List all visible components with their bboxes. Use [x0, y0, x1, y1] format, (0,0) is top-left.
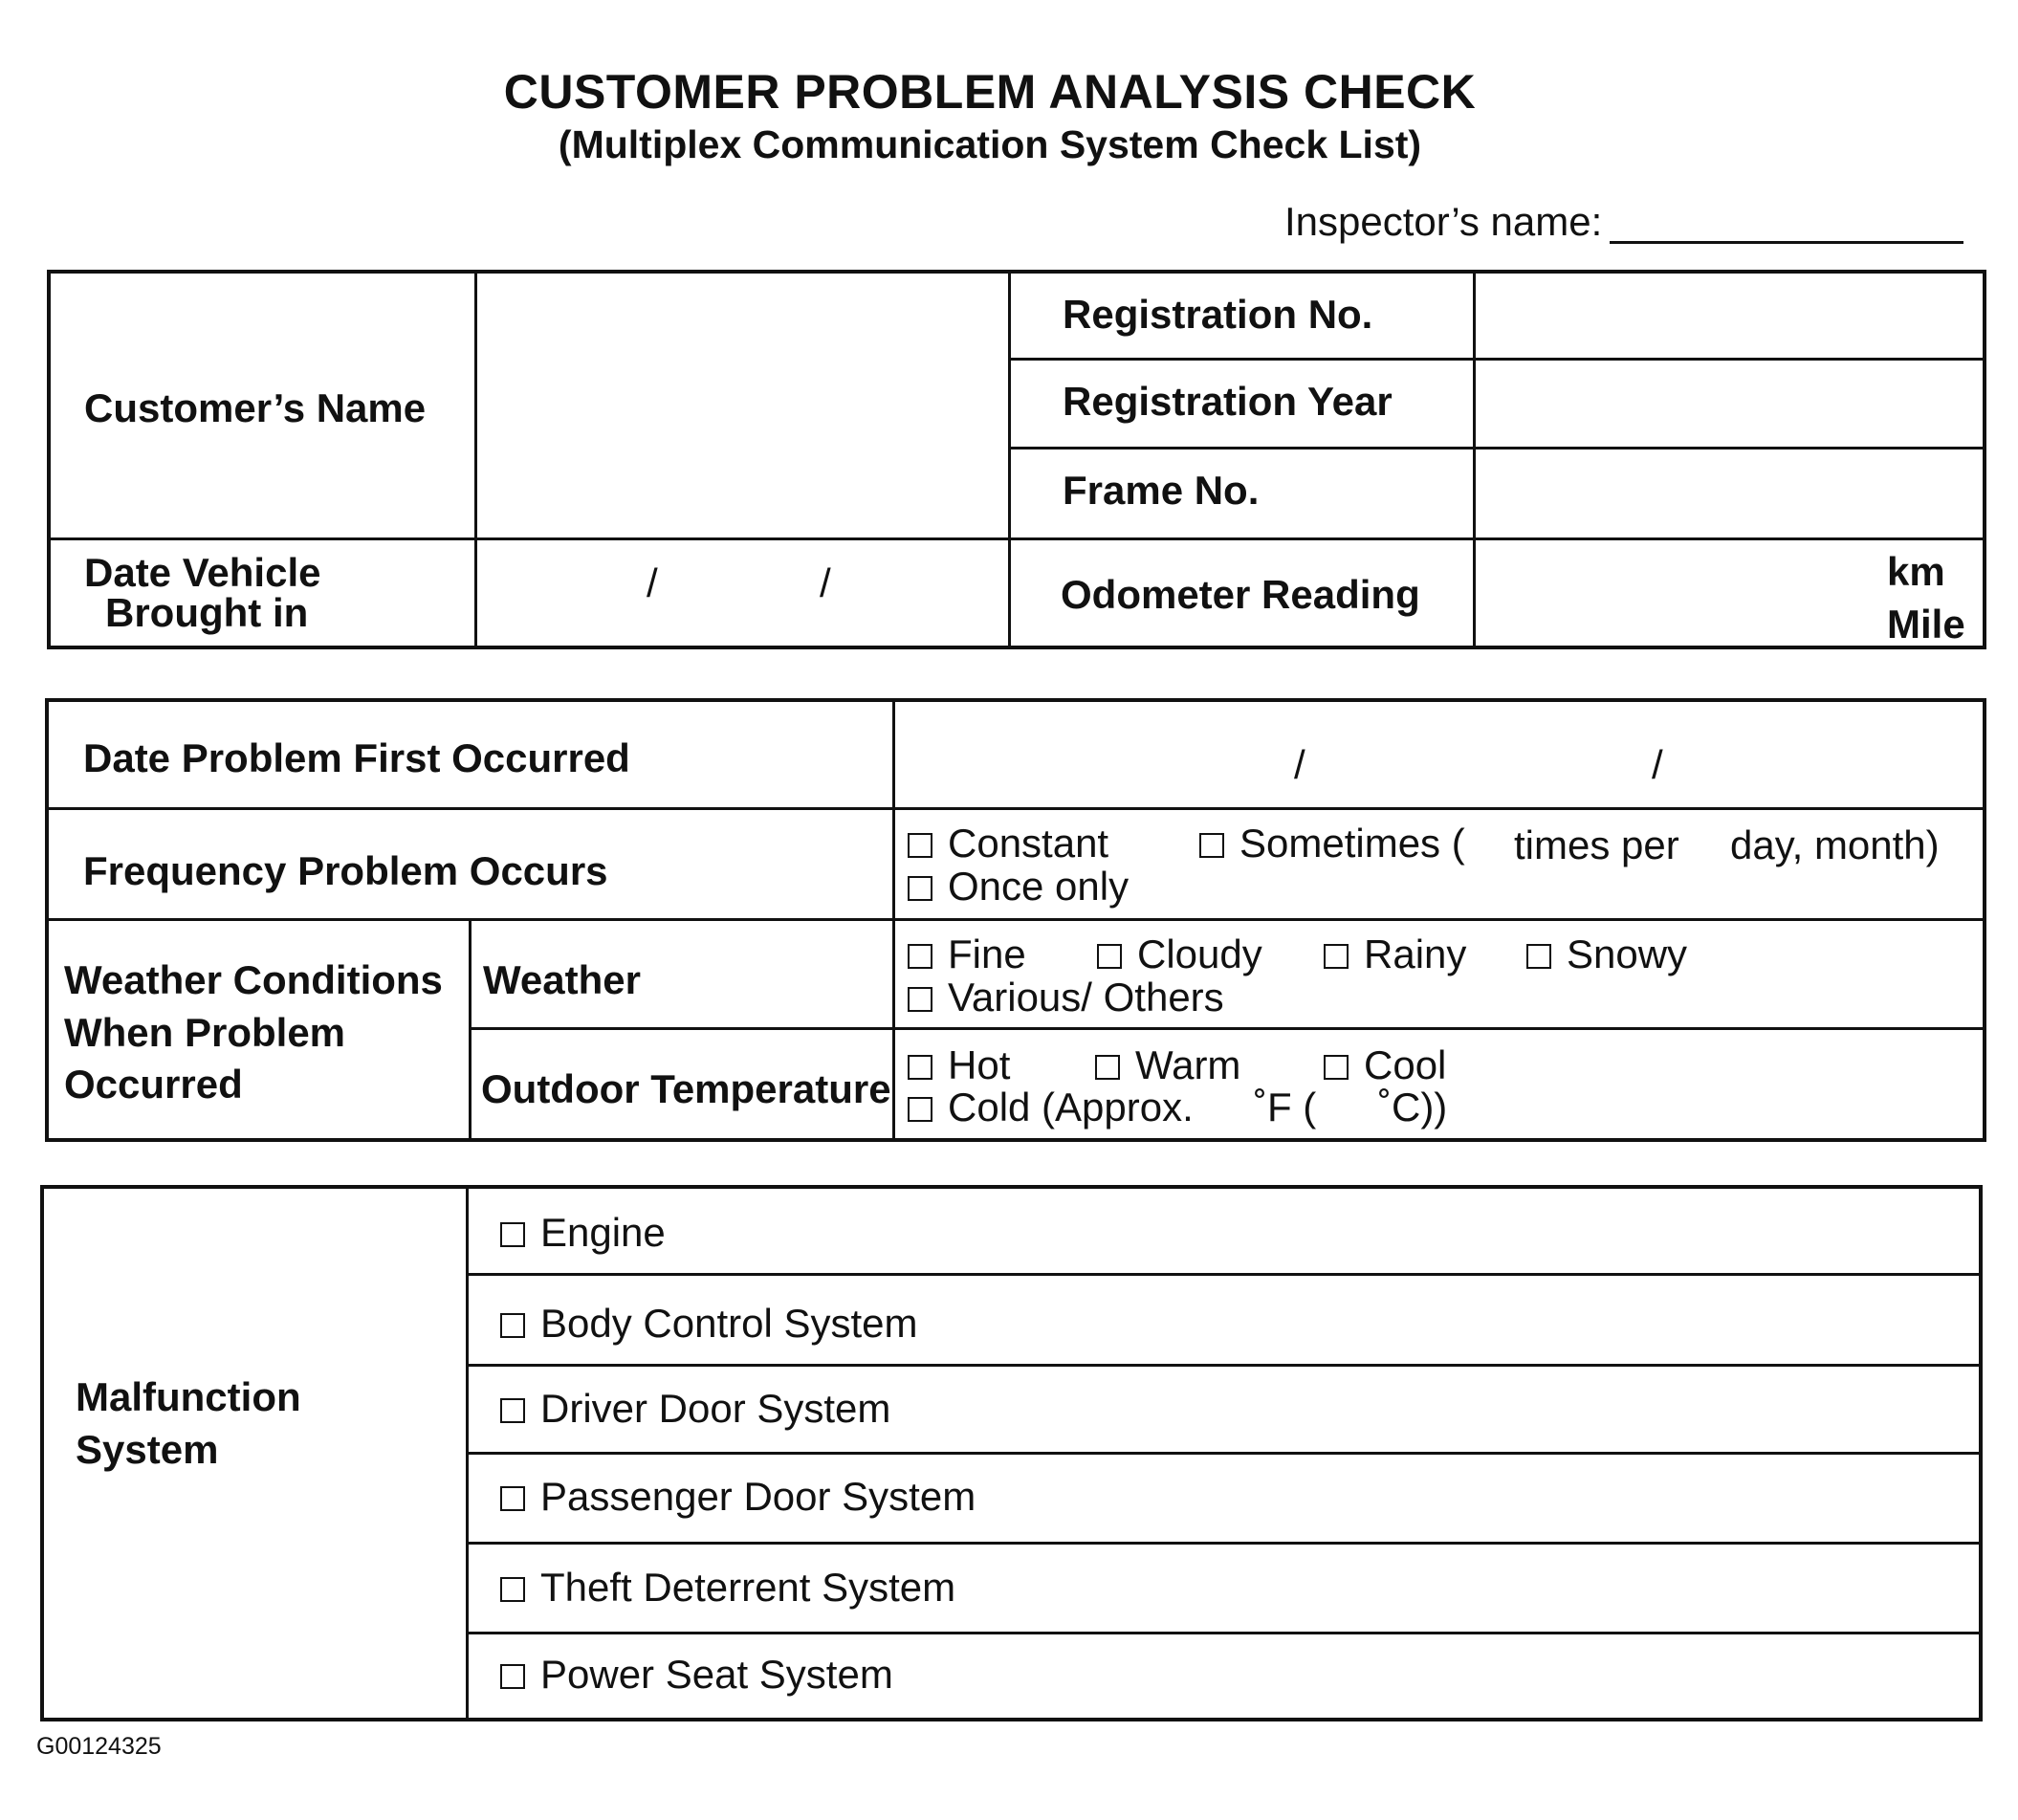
option-label: Power Seat System — [540, 1652, 893, 1697]
option-label: Cool — [1364, 1042, 1447, 1087]
malfunction-system-table — [40, 1185, 1983, 1721]
option-label: Fine — [948, 932, 1026, 976]
inspector-name-label: Inspector’s name: — [1284, 199, 1603, 244]
odometer-reading-label: Odometer Reading — [1061, 572, 1420, 617]
checkbox[interactable] — [1526, 944, 1551, 969]
frame-no-label: Frame No. — [1063, 468, 1260, 513]
option-label: Body Control System — [540, 1301, 918, 1346]
checkbox[interactable] — [1097, 944, 1122, 969]
system-engine-option[interactable] — [500, 1210, 666, 1255]
odometer-unit-mile: Mile — [1887, 602, 1965, 647]
option-label: Once only — [948, 864, 1130, 909]
divider — [49, 807, 1983, 810]
option-label: Various/ Others — [948, 975, 1224, 1020]
option-label: Cloudy — [1137, 932, 1262, 976]
divider — [49, 918, 1983, 921]
weather-cloudy-option[interactable] — [1097, 932, 1262, 976]
divider — [466, 1273, 1979, 1276]
date-first-occurred-field[interactable] — [895, 702, 1983, 807]
figure-code: G00124325 — [36, 1733, 162, 1760]
checkbox[interactable] — [908, 833, 932, 858]
frequency-label: Frequency Problem Occurs — [83, 848, 608, 893]
weather-various-others-option[interactable] — [908, 975, 1224, 1020]
frame-no-field[interactable] — [1476, 450, 1983, 537]
checkbox[interactable] — [1199, 833, 1224, 858]
date-separator: / — [820, 560, 831, 605]
temp-warm-option[interactable] — [1095, 1042, 1240, 1087]
divider — [466, 1632, 1979, 1634]
option-label: Cold (Approx. — [948, 1085, 1194, 1129]
frequency-once-only-option[interactable] — [908, 864, 1129, 909]
checkbox[interactable] — [500, 1577, 525, 1602]
divider — [469, 1027, 1983, 1030]
degree-f-label: ˚F ( — [1254, 1085, 1317, 1129]
degree-c-label: ˚C)) — [1378, 1085, 1448, 1129]
registration-no-label: Registration No. — [1063, 292, 1373, 337]
malfunction-system-label-line1: Malfunction — [76, 1374, 301, 1419]
form-subtitle: (Multiplex Communication System Check List) — [558, 122, 1422, 166]
temp-hot-option[interactable] — [908, 1042, 1010, 1087]
temp-cool-option[interactable] — [1324, 1042, 1446, 1087]
checkbox[interactable] — [1095, 1055, 1120, 1080]
system-passenger-door-option[interactable] — [500, 1474, 976, 1519]
temp-cold-option[interactable] — [908, 1085, 1194, 1129]
divider — [1008, 274, 1011, 647]
odometer-unit-km: km — [1887, 549, 1945, 594]
option-label: Hot — [948, 1042, 1011, 1087]
weather-conditions-label-line2: When Problem — [64, 1009, 346, 1055]
option-label: Engine — [540, 1210, 666, 1255]
weather-conditions-label — [64, 954, 443, 1111]
checkbox[interactable] — [1324, 1055, 1349, 1080]
vehicle-info-table — [47, 270, 1986, 649]
option-label: Passenger Door System — [540, 1474, 976, 1519]
weather-snowy-option[interactable] — [1526, 932, 1687, 976]
form-title: CUSTOMER PROBLEM ANALYSIS CHECK — [503, 65, 1477, 119]
checkbox[interactable] — [908, 987, 932, 1012]
date-brought-in-field[interactable] — [477, 540, 1008, 647]
outdoor-temperature-label: Outdoor Temperature — [481, 1066, 891, 1111]
weather-rainy-option[interactable] — [1324, 932, 1466, 976]
date-first-occurred-label: Date Problem First Occurred — [83, 735, 630, 780]
checkbox[interactable] — [500, 1486, 525, 1511]
checkbox[interactable] — [908, 1097, 932, 1122]
checkbox[interactable] — [500, 1222, 525, 1247]
date-separator: / — [1294, 742, 1305, 787]
checkbox[interactable] — [500, 1664, 525, 1689]
frequency-constant-option[interactable] — [908, 821, 1108, 866]
frequency-sometimes-option[interactable] — [1199, 821, 1465, 866]
checkbox[interactable] — [500, 1313, 525, 1338]
checkbox[interactable] — [500, 1398, 525, 1423]
times-per-label: times per — [1514, 822, 1679, 867]
customer-name-field[interactable] — [477, 274, 1008, 537]
option-label: Driver Door System — [540, 1386, 891, 1431]
checkbox[interactable] — [908, 944, 932, 969]
date-brought-in-label-line2: Brought in — [105, 590, 309, 635]
date-separator: / — [1652, 742, 1663, 787]
option-label: Rainy — [1364, 932, 1467, 976]
malfunction-system-label-line2: System — [76, 1426, 219, 1472]
problem-conditions-table — [45, 698, 1986, 1142]
registration-no-field[interactable] — [1476, 274, 1983, 358]
registration-year-label: Registration Year — [1063, 379, 1393, 424]
weather-conditions-label-line3: Occurred — [64, 1062, 243, 1107]
system-power-seat-option[interactable] — [500, 1652, 893, 1697]
system-driver-door-option[interactable] — [500, 1386, 890, 1431]
checkbox[interactable] — [908, 1055, 932, 1080]
weather-label: Weather — [483, 957, 641, 1002]
registration-year-field[interactable] — [1476, 361, 1983, 447]
option-label: Constant — [948, 821, 1109, 866]
date-separator: / — [647, 560, 658, 605]
malfunction-system-label — [76, 1371, 301, 1476]
checkbox[interactable] — [1324, 944, 1349, 969]
option-label: Snowy — [1567, 932, 1688, 976]
checkbox[interactable] — [908, 876, 932, 901]
option-label: Theft Deterrent System — [540, 1565, 956, 1610]
weather-conditions-label-line1: Weather Conditions — [64, 957, 443, 1002]
date-brought-in-label-line1: Date Vehicle — [84, 550, 321, 595]
system-theft-deterrent-option[interactable] — [500, 1565, 955, 1610]
divider — [466, 1364, 1979, 1367]
weather-fine-option[interactable] — [908, 932, 1026, 976]
divider — [466, 1542, 1979, 1545]
system-body-control-option[interactable] — [500, 1301, 918, 1346]
option-label: Warm — [1135, 1042, 1241, 1087]
option-label: Sometimes ( — [1239, 821, 1465, 866]
divider — [466, 1452, 1979, 1455]
inspector-name-field[interactable] — [1610, 241, 1963, 244]
date-brought-in-label — [84, 550, 321, 635]
customer-name-label: Customer’s Name — [84, 385, 427, 430]
day-month-label: day, month) — [1730, 822, 1940, 867]
